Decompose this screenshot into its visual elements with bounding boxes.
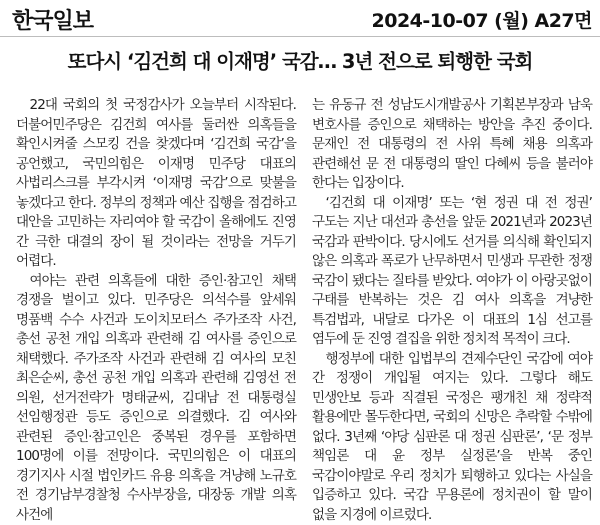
paragraph-continuation: 는 유동규 전 성남도시개발공사 기획본부장과 남욱 변호사를 증인으로 채택하는 방안을 추진 중이다. 문재인 전 대통령의 전 사위 특혜 채용 의혹과 관련해선 문 전 대통령의 딸인 다혜씨 등을 불러야 한다는 입장이다.	[312, 96, 592, 194]
paragraph: ‘김건희 대 이재명’ 또는 ‘현 정권 대 전 정권’ 구도는 지난 대선과 총선을 앞둔 2021년과 2023년 국감과 판박이다. 당시에도 선거를 의식해 확인되지 않은 의혹과 폭로가 난무하면서 민생과 무관한 정쟁 국감이 됐다는 질타를 받았다. 여야가 이 아랑곳없이 구태를 반복하는 것은 김 여사 의혹을 겨냥한 특검법과, 내달로 다가온 이 대표의 1심 선고를 염두에 둔 진영 결집을 위한 정치적 목적이 크다.	[312, 194, 592, 350]
masthead	[0, 0, 600, 36]
paragraph: 행정부에 대한 입법부의 견제수단인 국감에 여야 간 정쟁이 개입될 여지는 있다. 그렇다 해도 민생안보 등과 직결된 국정은 팽개친 채 정략적 활용에만 몰두한다면, 국회의 신망은 추락할 수밖에 없다. 3년째 ‘야당 심판론 대 정권 심판론’, ‘문 정부 책임론 대 윤 정부 실정론’을 반복 중인 국감이야말로 우리 정치가 퇴행하고 있다는 사실을 입증하고 있다. 국감 무용론에 정치권이 할 말이 없을 지경에 이르렀다.	[312, 350, 592, 525]
header-divider	[0, 36, 600, 37]
article-column-left	[16, 96, 296, 462]
paragraph: 22대 국회의 첫 국정감사가 오늘부터 시작된다. 더불어민주당은 김건희 여사를 둘러싼 의혹들을 확인시켜줄 스모킹 건을 찾겠다며 ‘김건희 국감’을 공언했고, 국민의힘은 이재명 민주당 대표의 사법리스크를 부각시켜 ‘이재명 국감’으로 맞불을 놓겠다고 한다. 정부의 정책과 예산 집행을 점검하고 대안을 고민하는 자리여야 할 국감이 올해에도 진영 간 극한 대결의 장이 될 것이라는 전망을 거두기 어렵다.	[16, 96, 296, 272]
newspaper-name: 한국일보	[12, 4, 93, 35]
issue-date-page: 2024-10-07 (월) A27면	[372, 6, 592, 33]
article-headline: 또다시 ‘김건희 대 이재명’ 국감… 3년 전으로 퇴행한 국회	[0, 46, 600, 74]
article-column-right	[312, 96, 592, 462]
paragraph: 여야는 관련 의혹들에 대한 증인·참고인 채택 경쟁을 벌이고 있다. 민주당은 의석수를 앞세워 명품백 수수 사건과 도이치모터스 주가조작 사건, 총선 공천 개입 의혹과 관련해 김 여사를 증인으로 채택했다. 주가조작 사건과 관련해 김 여사의 모친 최은순씨, 총선 공천 개입 의혹과 관련해 김영선 전 의원, 선거전략가 명태균씨, 김대남 전 대통령실 선임행정관 등도 증인으로 의결했다. 김 여사와 관련된 증인·참고인은 중복된 경우를 포함하면 100명에 이를 전망이다. 국민의힘은 이 대표의 경기지사 시절 법인카드 유용 의혹을 겨냥해 노규호 전 경기남부경찰청 수사부장을, 대장동 개발 의혹 사건에	[16, 272, 296, 525]
